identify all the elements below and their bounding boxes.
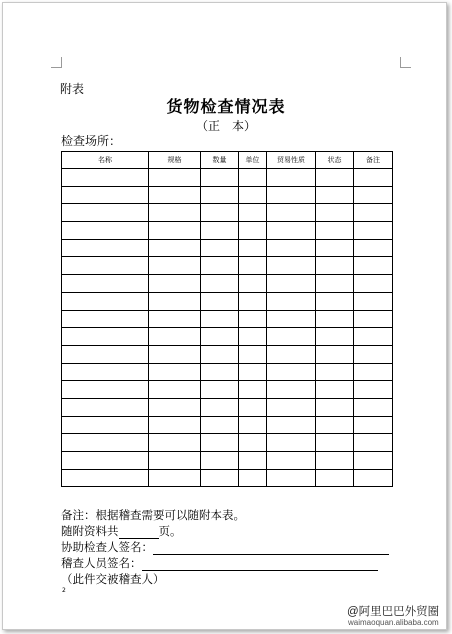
table-cell[interactable]	[354, 186, 393, 204]
table-cell[interactable]	[239, 169, 267, 187]
attached-pages-field[interactable]	[119, 526, 159, 539]
table-cell[interactable]	[354, 169, 393, 187]
table-cell[interactable]	[149, 328, 201, 346]
table-cell[interactable]	[354, 257, 393, 275]
table-cell[interactable]	[201, 186, 239, 204]
table-cell[interactable]	[201, 275, 239, 293]
table-cell[interactable]	[201, 363, 239, 381]
table-cell[interactable]	[201, 381, 239, 399]
table-cell[interactable]	[354, 239, 393, 257]
table-cell[interactable]	[201, 345, 239, 363]
table-row	[62, 434, 393, 452]
table-cell[interactable]	[316, 292, 354, 310]
table-row	[62, 292, 393, 310]
remark-line: 备注：根据稽查需要可以随附本表。	[61, 508, 245, 522]
inspector-signature-field[interactable]	[142, 558, 378, 571]
crop-mark-top-left	[51, 57, 62, 68]
goods-inspection-table	[61, 151, 393, 487]
table-cell[interactable]	[62, 169, 149, 187]
table-cell[interactable]	[354, 345, 393, 363]
table-cell[interactable]	[149, 434, 201, 452]
table-row	[62, 469, 393, 487]
table-cell[interactable]	[239, 186, 267, 204]
table-cell[interactable]	[354, 469, 393, 487]
table-cell[interactable]	[354, 310, 393, 328]
table-cell[interactable]	[316, 169, 354, 187]
column-header-unit: 单位	[239, 152, 267, 169]
table-cell[interactable]	[316, 452, 354, 470]
assistant-sign-line	[61, 539, 389, 555]
table-row	[62, 345, 393, 363]
column-header-name: 名称	[62, 152, 149, 169]
table-cell[interactable]	[316, 328, 354, 346]
table-row	[62, 398, 393, 416]
table-cell[interactable]	[354, 452, 393, 470]
table-body	[62, 169, 393, 487]
copy-note-line: （此件交被稽查人）	[61, 572, 165, 586]
table-cell[interactable]	[267, 204, 316, 222]
table-cell[interactable]	[354, 292, 393, 310]
table-cell[interactable]	[149, 169, 201, 187]
table-cell[interactable]	[267, 275, 316, 293]
table-row	[62, 222, 393, 240]
table-cell[interactable]	[316, 363, 354, 381]
table-cell[interactable]	[354, 328, 393, 346]
table-cell[interactable]	[239, 222, 267, 240]
table-cell[interactable]	[201, 469, 239, 487]
table-header-row	[62, 152, 393, 169]
table-cell[interactable]	[239, 416, 267, 434]
table-cell[interactable]	[316, 222, 354, 240]
table-cell[interactable]	[316, 345, 354, 363]
inspector-sign-line	[61, 555, 389, 571]
table-cell[interactable]	[149, 398, 201, 416]
table-cell[interactable]	[267, 363, 316, 381]
table-cell[interactable]	[149, 204, 201, 222]
table-cell[interactable]	[239, 292, 267, 310]
table-cell[interactable]	[239, 275, 267, 293]
table-cell[interactable]	[201, 398, 239, 416]
notes-block	[61, 507, 389, 587]
table-cell[interactable]	[149, 345, 201, 363]
table-cell[interactable]	[354, 416, 393, 434]
table-cell[interactable]	[201, 416, 239, 434]
table-cell[interactable]	[201, 257, 239, 275]
table-cell[interactable]	[62, 398, 149, 416]
table-row	[62, 416, 393, 434]
table-cell[interactable]	[267, 169, 316, 187]
table-cell[interactable]	[201, 310, 239, 328]
table-cell[interactable]	[316, 257, 354, 275]
table-row	[62, 204, 393, 222]
table-cell[interactable]	[201, 239, 239, 257]
table-cell[interactable]	[267, 292, 316, 310]
table-cell[interactable]	[201, 169, 239, 187]
table-row	[62, 239, 393, 257]
table-cell[interactable]	[267, 186, 316, 204]
table-cell[interactable]	[354, 381, 393, 399]
table-cell[interactable]	[239, 452, 267, 470]
assistant-signature-field[interactable]	[153, 542, 389, 555]
table-cell[interactable]	[316, 186, 354, 204]
table-row	[62, 363, 393, 381]
table-cell[interactable]	[316, 381, 354, 399]
table-cell[interactable]	[149, 292, 201, 310]
column-header-quantity: 数量	[201, 152, 239, 169]
table-cell[interactable]	[267, 328, 316, 346]
table-cell[interactable]	[267, 345, 316, 363]
table-row	[62, 310, 393, 328]
table-cell[interactable]	[149, 310, 201, 328]
table-cell[interactable]	[267, 310, 316, 328]
table-cell[interactable]	[239, 398, 267, 416]
table-cell[interactable]	[62, 292, 149, 310]
table-cell[interactable]	[62, 222, 149, 240]
column-header-status: 状态	[316, 152, 354, 169]
table-cell[interactable]	[354, 222, 393, 240]
table-cell[interactable]	[267, 381, 316, 399]
appendix-label: 附表	[60, 82, 85, 96]
table-cell[interactable]	[239, 204, 267, 222]
table-cell[interactable]	[316, 398, 354, 416]
table-cell[interactable]	[239, 345, 267, 363]
table-cell[interactable]	[62, 416, 149, 434]
table-cell[interactable]	[316, 310, 354, 328]
table-cell[interactable]	[316, 239, 354, 257]
table-cell[interactable]	[62, 345, 149, 363]
column-header-remarks: 备注	[354, 152, 393, 169]
table-cell[interactable]	[239, 257, 267, 275]
table-cell[interactable]	[316, 416, 354, 434]
table-cell[interactable]	[201, 204, 239, 222]
inspection-place-label: 检查场所：	[61, 134, 122, 148]
table-cell[interactable]	[201, 222, 239, 240]
table-cell[interactable]	[316, 204, 354, 222]
table-cell[interactable]	[354, 275, 393, 293]
table-cell[interactable]	[267, 398, 316, 416]
page-number: 2	[62, 587, 66, 594]
attached-pages-line	[61, 523, 389, 539]
assistant-sign-label: 协助检查人签名：	[61, 540, 153, 554]
table-cell[interactable]	[201, 434, 239, 452]
table-cell[interactable]	[62, 239, 149, 257]
table-cell[interactable]	[239, 381, 267, 399]
column-header-spec: 规格	[149, 152, 201, 169]
table-cell[interactable]	[62, 381, 149, 399]
table-cell[interactable]	[149, 186, 201, 204]
table-cell[interactable]	[239, 239, 267, 257]
crop-mark-top-right	[400, 57, 411, 68]
table-cell[interactable]	[149, 239, 201, 257]
table-cell[interactable]	[62, 275, 149, 293]
table-cell[interactable]	[62, 434, 149, 452]
table-cell[interactable]	[239, 310, 267, 328]
table-cell[interactable]	[62, 204, 149, 222]
table-cell[interactable]	[62, 310, 149, 328]
table-row	[62, 452, 393, 470]
table-cell[interactable]	[267, 222, 316, 240]
table-cell[interactable]	[267, 257, 316, 275]
table-cell[interactable]	[267, 452, 316, 470]
table-cell[interactable]	[62, 469, 149, 487]
table-cell[interactable]	[201, 452, 239, 470]
attached-pages-suffix: 页。	[158, 524, 182, 538]
column-header-trade-nature: 贸易性质	[267, 152, 316, 169]
table-cell[interactable]	[149, 452, 201, 470]
table-cell[interactable]	[354, 398, 393, 416]
table-cell[interactable]	[267, 469, 316, 487]
attached-pages-prefix: 随附资料共	[61, 524, 119, 538]
table-cell[interactable]	[149, 363, 201, 381]
table-cell[interactable]	[62, 186, 149, 204]
table-cell[interactable]	[239, 328, 267, 346]
table-cell[interactable]	[149, 469, 201, 487]
table-cell[interactable]	[149, 275, 201, 293]
table-cell[interactable]	[149, 381, 201, 399]
table-cell[interactable]	[354, 434, 393, 452]
table-cell[interactable]	[239, 363, 267, 381]
table-row	[62, 328, 393, 346]
table-row	[62, 381, 393, 399]
table-cell[interactable]	[149, 416, 201, 434]
table-cell[interactable]	[239, 469, 267, 487]
table-cell[interactable]	[316, 275, 354, 293]
table-cell[interactable]	[62, 363, 149, 381]
table-cell[interactable]	[239, 434, 267, 452]
table-row	[62, 257, 393, 275]
watermark-url: waimaoquan.alibaba.com	[348, 618, 439, 627]
table-row	[62, 169, 393, 187]
watermark-title: @阿里巴巴外贸圈	[347, 606, 440, 618]
table-cell[interactable]	[201, 328, 239, 346]
table-cell[interactable]	[267, 434, 316, 452]
watermark	[344, 602, 444, 628]
table-cell[interactable]	[149, 222, 201, 240]
table-cell[interactable]	[62, 257, 149, 275]
table-cell[interactable]	[201, 292, 239, 310]
table-cell[interactable]	[316, 469, 354, 487]
table-cell[interactable]	[62, 328, 149, 346]
table-cell[interactable]	[354, 204, 393, 222]
form-title: 货物检查情况表	[166, 97, 286, 116]
table-cell[interactable]	[267, 416, 316, 434]
table-cell[interactable]	[316, 434, 354, 452]
table-cell[interactable]	[267, 239, 316, 257]
table-cell[interactable]	[354, 363, 393, 381]
table-row	[62, 275, 393, 293]
inspector-sign-label: 稽查人员签名：	[61, 556, 142, 570]
table-cell[interactable]	[149, 257, 201, 275]
table-cell[interactable]	[62, 452, 149, 470]
form-subtitle: （正 本）	[195, 119, 256, 133]
table-row	[62, 186, 393, 204]
